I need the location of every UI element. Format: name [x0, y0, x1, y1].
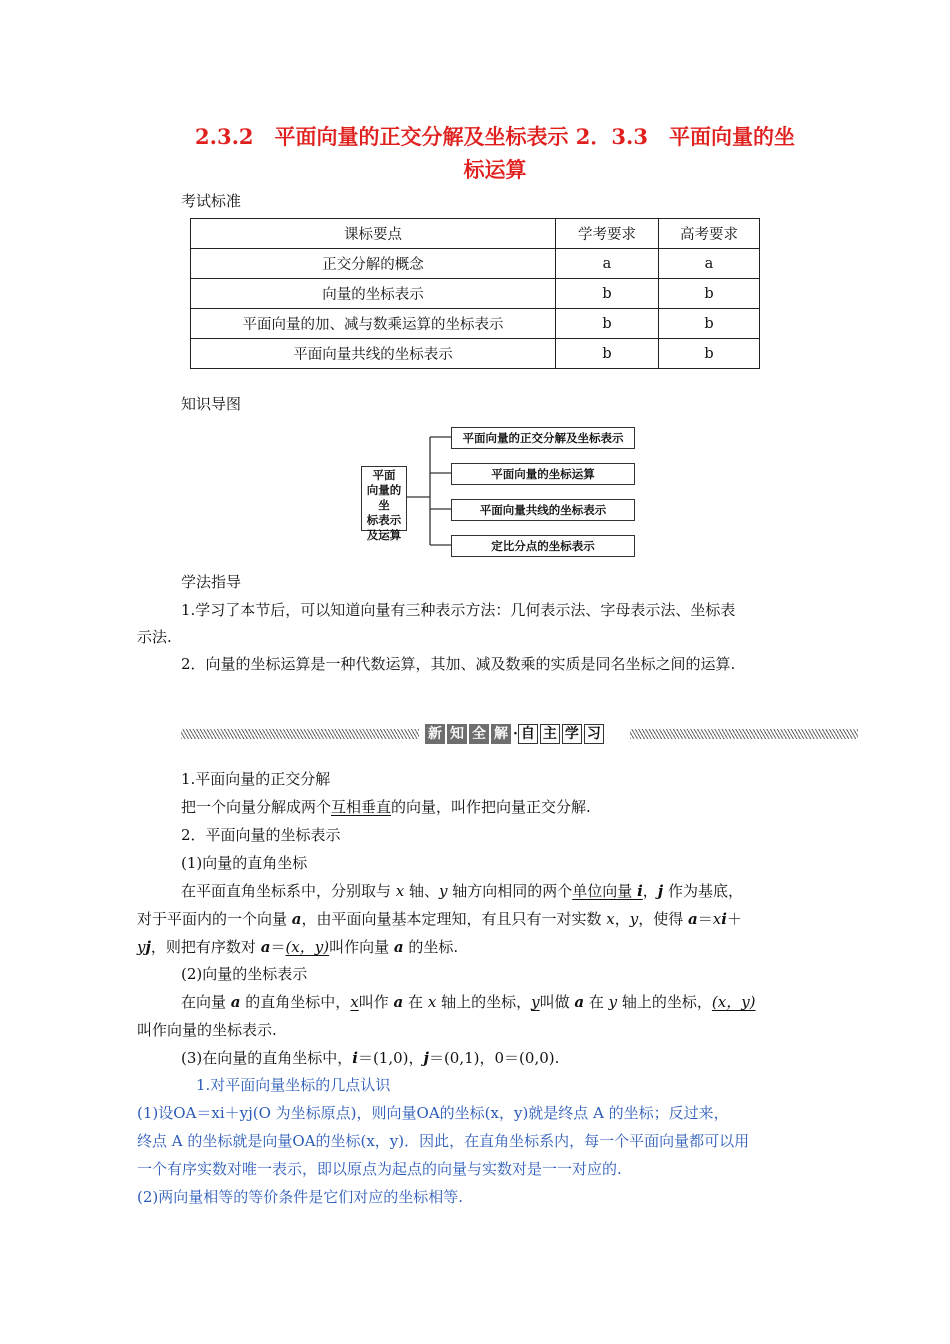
text-span: 叫作向量	[329, 938, 394, 956]
map-root-line: 标表示	[366, 513, 402, 527]
text-span: 的向量，叫作把向量正交分解.	[391, 798, 591, 816]
section-1-title: 1.平面向量的正交分解	[181, 770, 331, 788]
vector-var: a	[260, 938, 271, 956]
underlined-term: (x，y)	[285, 938, 330, 956]
vector-var: i	[637, 882, 643, 900]
text-span: ，	[614, 910, 630, 928]
underlined-term: 单位向量	[572, 882, 638, 900]
map-root-line: 向量的坐	[366, 483, 402, 512]
text-span: ＝(0,1)，0＝(0,0).	[428, 1049, 560, 1067]
banner-char: 习	[584, 724, 604, 744]
table-cell: b	[556, 339, 659, 369]
subsection-2-3	[181, 1048, 559, 1068]
text-span: 叫做	[539, 993, 575, 1011]
paragraph-2-1-line2	[137, 909, 742, 929]
map-branch-box: 平面向量的正交分解及坐标表示	[451, 427, 635, 449]
table-header: 高考要求	[659, 219, 760, 249]
table-cell: b	[659, 309, 760, 339]
text-span: 轴方向相同的两个	[447, 882, 573, 900]
vector-var: j	[145, 938, 151, 956]
text-span: (3)在向量的直角坐标中，	[181, 1049, 353, 1067]
vector-var: a	[230, 993, 241, 1011]
table-cell: 平面向量的加、减与数乘运算的坐标表示	[191, 309, 556, 339]
text-span: 的直角坐标中，	[240, 993, 351, 1011]
study-guide-p2: 2．向量的坐标运算是一种代数运算，其加、减及数乘的实质是同名坐标之间的运算.	[181, 655, 736, 673]
map-root-box	[361, 466, 407, 542]
banner-char: 解	[491, 724, 511, 744]
note-1-line2: 终点 A 的坐标就是向量OA的坐标(x，y)．因此，在直角坐标系内，每一个平面向量都可以用	[137, 1132, 750, 1150]
banner-hatch-left	[181, 729, 419, 739]
table-cell: b	[659, 279, 760, 309]
vector-var: i	[721, 910, 727, 928]
vector-var: a	[393, 993, 404, 1011]
note-1-line3: 一个有序实数对唯一表示，即以原点为起点的向量与实数对是一一对应的.	[137, 1160, 622, 1178]
text-span: ，由平面向量基本定理知，有且只有一对实数	[301, 910, 607, 928]
banner-char: 新	[425, 724, 445, 744]
table-cell: a	[556, 249, 659, 279]
paragraph-2-1-line1	[181, 881, 743, 901]
underlined-term: y	[531, 993, 540, 1011]
banner-hatch-right	[630, 729, 858, 739]
text-span: ＝(1,0)，	[357, 1049, 424, 1067]
text-span: 轴、	[404, 882, 440, 900]
note-title: 1.对平面向量坐标的几点认识	[196, 1076, 391, 1094]
underlined-term: 互相垂直	[331, 798, 392, 816]
table-header: 课标要点	[191, 219, 556, 249]
text-span: 轴上的坐标，	[436, 993, 532, 1011]
title-line-2: 标运算	[463, 157, 527, 182]
text-span: 叫作	[358, 993, 394, 1011]
knowledge-map-label: 知识导图	[181, 395, 242, 413]
text-span: ＝	[270, 938, 286, 956]
text-span: ，则把有序数对	[150, 938, 261, 956]
paragraph-2-1-line3	[137, 937, 458, 957]
text-span: 的坐标.	[403, 938, 459, 956]
note-2: (2)两向量相等的等价条件是它们对应的坐标相等.	[137, 1188, 464, 1206]
banner-char: 学	[562, 724, 582, 744]
text-span: 在平面直角坐标系中，分别取与	[181, 882, 396, 900]
section-2-title: 2．平面向量的坐标表示	[181, 826, 341, 844]
text-span: 在	[584, 993, 609, 1011]
var: x	[395, 882, 405, 900]
note-1-line1: (1)设OA＝xi＋yj(O 为坐标原点)，则向量OA的坐标(x，y)就是终点 A 的坐标；反过来，	[137, 1104, 729, 1122]
banner-char: 知	[447, 724, 467, 744]
table-cell: 平面向量共线的坐标表示	[191, 339, 556, 369]
text-span: 在向量	[181, 993, 231, 1011]
study-guide-p1b: 示法.	[137, 628, 172, 646]
text-span: ，使得	[638, 910, 689, 928]
text-span: 作为基底，	[663, 882, 744, 900]
text-span: 轴上的坐标，	[617, 993, 712, 1011]
map-branch-box: 平面向量共线的坐标表示	[451, 499, 635, 521]
exam-standard-label: 考试标准	[181, 192, 242, 210]
table-cell: a	[659, 249, 760, 279]
banner-char: 主	[540, 724, 560, 744]
subsection-2-1: (1)向量的直角坐标	[181, 854, 308, 872]
table-header: 学考要求	[556, 219, 659, 249]
vector-var: a	[688, 910, 698, 928]
table-cell: b	[556, 309, 659, 339]
subsection-2-2: (2)向量的坐标表示	[181, 965, 308, 983]
banner-title	[425, 723, 606, 744]
banner-dot: ·	[513, 726, 518, 742]
text-span: ，	[642, 882, 658, 900]
var: x	[427, 993, 437, 1011]
vector-var: a	[291, 910, 302, 928]
text-span: 在	[403, 993, 428, 1011]
study-guide-label: 学法指导	[181, 573, 242, 591]
var: y	[137, 938, 146, 956]
table-cell: 向量的坐标表示	[191, 279, 556, 309]
banner-char: 自	[518, 724, 538, 744]
table-cell: 正交分解的概念	[191, 249, 556, 279]
var: x	[606, 910, 615, 928]
underlined-term: x	[350, 993, 359, 1011]
var: x	[712, 910, 722, 928]
banner-char: 全	[469, 724, 489, 744]
map-root-line: 平面	[372, 468, 396, 482]
var: y	[439, 882, 448, 900]
var: y	[629, 910, 639, 928]
table-cell: b	[556, 279, 659, 309]
var: y	[608, 993, 618, 1011]
text-span: 把一个向量分解成两个	[181, 798, 332, 816]
map-branch-box: 平面向量的坐标运算	[451, 463, 635, 485]
paragraph-2-2-line2: 叫作向量的坐标表示.	[137, 1021, 277, 1039]
vector-var: j	[657, 882, 664, 900]
text-span: 对于平面内的一个向量	[137, 910, 292, 928]
map-branch-box: 定比分点的坐标表示	[451, 535, 635, 557]
title-line-1: 2.3.2 平面向量的正交分解及坐标表示 2．3.3 平面向量的坐	[195, 124, 795, 149]
vector-var: a	[574, 993, 585, 1011]
map-root-line: 及运算	[366, 528, 402, 542]
vector-var: i	[352, 1049, 358, 1067]
vector-var: j	[423, 1049, 429, 1067]
vector-var: a	[393, 938, 404, 956]
text-span: ＋	[726, 910, 742, 928]
section-1-text	[181, 797, 591, 817]
study-guide-p1a: 1.学习了本节后，可以知道向量有三种表示方法：几何表示法、字母表示法、坐标表	[181, 601, 736, 619]
underlined-term: (x，y)	[711, 993, 756, 1011]
paragraph-2-2-line1	[181, 992, 756, 1012]
table-cell: b	[659, 339, 760, 369]
text-span: ＝	[697, 910, 713, 928]
